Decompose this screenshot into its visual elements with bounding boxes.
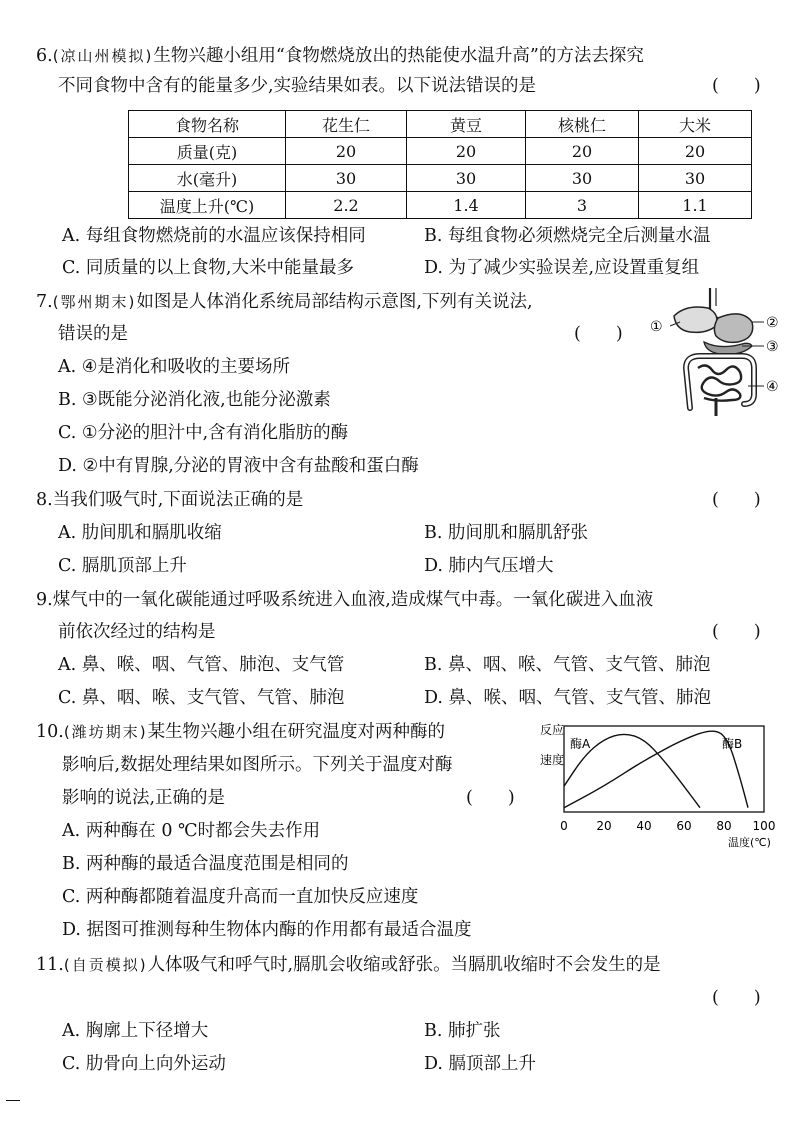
enzyme-b-curve [564,731,748,808]
q7-option-c: C. ①分泌的胆汁中,含有消化脂肪的酶 [58,423,349,443]
table-cell: 30 [407,165,526,192]
table-cell: 核桃仁 [526,111,639,138]
enzyme-chart [532,718,784,852]
pancreas-shape [704,342,752,354]
q7-answer-paren: ( ) [574,324,623,344]
q9-option-c: C. 鼻、咽、喉、支气管、气管、肺泡 [58,688,345,708]
q8-stem [36,488,303,512]
q11-option-c: C. 肋骨向上向外运动 [62,1054,226,1074]
q8-option-b: B. 肋间肌和膈肌舒张 [424,523,588,543]
q6-option-c: C. 同质量的以上食物,大米中能量最多 [62,258,354,278]
table-cell: 20 [407,138,526,165]
q10-option-a: A. 两种酶在 0 ℃时都会失去作用 [62,821,321,841]
q8-option-a: A. 肋间肌和膈肌收缩 [58,523,222,543]
figure-label-4: ④ [766,379,779,395]
q9-stem1: 煤气中的一氧化碳能通过呼吸系统进入血液,造成煤气中毒。一氧化碳进入血液 [52,590,654,610]
x-tick-labels [560,819,775,833]
x-tick-label: 40 [636,819,652,833]
q7-option-d: D. ②中有胃腺,分泌的胃液中含有盐酸和蛋白酶 [58,456,419,476]
q10-number: 10. [36,722,64,742]
series-lines [564,731,748,808]
x-tick-label: 100 [752,819,776,833]
q11-answer-paren: ( ) [712,988,761,1008]
figure-label-2: ② [766,315,779,331]
q9-stem-line1 [36,588,653,612]
liver-shape [674,307,717,332]
q10-option-b: B. 两种酶的最适合温度范围是相同的 [62,854,349,874]
q7-stem1: 如图是人体消化系统局部结构示意图,下列有关说法, [136,292,533,312]
y-axis-label-part1: 反应 [540,723,565,737]
q7-option-a: A. ④是消化和吸收的主要场所 [58,357,290,377]
table-cell: 20 [526,138,639,165]
q6-source: (凉山州模拟) [52,47,154,65]
digestive-system-figure [646,286,792,420]
q9-option-d: D. 鼻、喉、咽、气管、支气管、肺泡 [424,688,712,708]
q11-option-d: D. 膈顶部上升 [424,1054,537,1074]
table-cell: 30 [639,165,752,192]
q8-stem-text: 当我们吸气时,下面说法正确的是 [52,490,304,510]
q6-option-d: D. 为了减少实验误差,应设置重复组 [424,258,700,278]
q7-stem-line2: 错误的是 [58,324,128,344]
q11-stem [36,953,661,977]
figure-label-3: ③ [766,339,779,355]
x-tick-label: 60 [676,819,692,833]
table-cell: 1.4 [407,192,526,219]
q11-option-a: A. 胸廓上下径增大 [62,1021,209,1041]
legend-enzyme-b: 酶B [722,737,743,751]
q10-option-c: C. 两种酶都随着温度升高而一直加快反应速度 [62,887,419,907]
x-axis-label: 温度(℃) [728,836,771,849]
page-footer-rule [6,1100,20,1101]
stomach-shape [714,314,752,343]
table-cell: 30 [286,165,407,192]
small-intestine-shape [698,365,741,400]
x-tick-label: 0 [560,819,568,833]
q8-option-d: D. 肺内气压增大 [424,556,554,576]
table-cell: 花生仁 [286,111,407,138]
table-row [129,192,752,219]
table-cell: 大米 [639,111,752,138]
q6-number: 6. [36,46,53,66]
q8-option-c: C. 膈肌顶部上升 [58,556,187,576]
q10-stem-line3: 影响的说法,正确的是 [62,788,226,808]
q8-number: 8. [36,490,53,510]
q10-stem1: 某生物兴趣小组在研究温度对两种酶的 [147,722,446,742]
q11-option-b: B. 肺扩张 [424,1021,501,1041]
q11-number: 11. [36,955,64,975]
q7-source: (鄂州期末) [52,293,137,311]
q10-answer-paren: ( ) [466,788,515,808]
table-cell: 30 [526,165,639,192]
table-cell: 水(毫升) [129,165,286,192]
table-cell: 20 [286,138,407,165]
table-row [129,138,752,165]
y-axis-label-part3: 速度 [540,753,565,767]
q6-option-b: B. 每组食物必须燃烧完全后测量水温 [424,226,711,246]
figure-label-1: ① [650,319,663,335]
legend-enzyme-a: 酶A [570,737,591,751]
q7-stem-line1 [36,290,533,314]
q6-stem-line2: 不同食物中含有的能量多少,实验结果如表。以下说法错误的是 [58,76,537,96]
x-tick-label: 80 [716,819,732,833]
table-cell: 食物名称 [129,111,286,138]
table-cell: 1.1 [639,192,752,219]
q6-answer-paren: ( ) [712,76,761,96]
q9-answer-paren: ( ) [712,622,761,642]
q10-source: (潍坊期末) [63,723,148,741]
q6-option-a: A. 每组食物燃烧前的水温应该保持相同 [62,226,366,246]
q10-stem-line2: 影响后,数据处理结果如图所示。下列关于温度对酶 [62,755,453,775]
q9-option-a: A. 鼻、喉、咽、气管、肺泡、支气管 [58,655,345,675]
q6-data-table [128,110,752,219]
q7-option-b: B. ③既能分泌消化液,也能分泌激素 [58,390,331,410]
table-cell: 2.2 [286,192,407,219]
table-row [129,165,752,192]
x-tick-label: 20 [596,819,612,833]
q10-stem-line1 [36,720,445,744]
q6-stem-line1 [36,44,644,68]
table-cell: 温度上升(℃) [129,192,286,219]
table-header-row [129,111,752,138]
q9-stem-line2: 前依次经过的结构是 [58,622,216,642]
q9-option-b: B. 鼻、咽、喉、气管、支气管、肺泡 [424,655,711,675]
table-cell: 黄豆 [407,111,526,138]
q7-number: 7. [36,292,53,312]
table-cell: 质量(克) [129,138,286,165]
q11-stem-text: 人体吸气和呼气时,膈肌会收缩或舒张。当膈肌收缩时不会发生的是 [147,955,661,975]
q8-answer-paren: ( ) [712,490,761,510]
q9-number: 9. [36,590,53,610]
table-cell: 20 [639,138,752,165]
q6-stem1: 生物兴趣小组用“食物燃烧放出的热能使水温升高”的方法去探究 [153,46,644,66]
q10-option-d: D. 据图可推测每种生物体内酶的作用都有最适合温度 [62,920,472,940]
table-cell: 3 [526,192,639,219]
q11-source: (自贡模拟) [63,956,148,974]
